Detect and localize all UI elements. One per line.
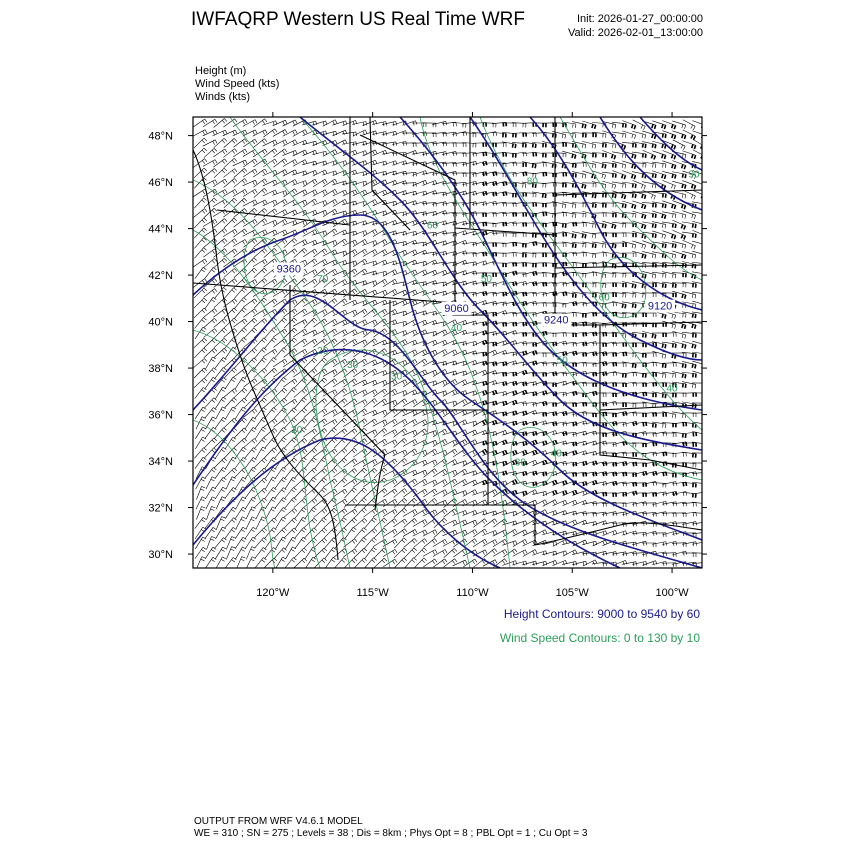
wind-contour-label: 60 [426, 220, 439, 232]
lon-tick-label: 115°W [356, 587, 389, 599]
wind-contour-label: 20 [317, 346, 329, 358]
lat-tick-label: 40°N [148, 316, 173, 329]
lat-tick-label: 32°N [148, 502, 173, 515]
valid-time: Valid: 2026-02-01_13:00:00 [568, 27, 703, 39]
lon-tick-label: 110°W [456, 587, 489, 599]
lat-tick-label: 38°N [148, 363, 173, 376]
wind-contour-label: 30 [514, 457, 526, 469]
wind-contour-label: 40 [550, 448, 562, 460]
field-wind-speed-label: Wind Speed (kts) [195, 78, 280, 90]
height-contour-label: 9060 [444, 302, 469, 315]
lon-tick-label: 105°W [555, 587, 589, 599]
height-contour-label: 9360 [276, 263, 302, 276]
lat-tick-label: 48°N [148, 130, 173, 143]
lat-tick-label: 30°N [148, 549, 173, 562]
wind-contour-label: 80 [526, 176, 538, 188]
wind-contour-legend: Wind Speed Contours: 0 to 130 by 10 [499, 631, 700, 645]
wind-contour-label: 30 [391, 371, 403, 383]
wind-contour-label: 60 [598, 292, 610, 304]
height-contour-label: 9240 [544, 314, 569, 327]
lat-tick-label: 42°N [148, 270, 173, 283]
wind-contour-label: 90 [688, 169, 700, 181]
lat-tick-label: 44°N [148, 223, 173, 236]
wind-contour-label: 70 [317, 274, 329, 286]
wind-contour-label: 50 [556, 355, 568, 367]
height-contour-legend: Height Contours: 9000 to 9540 by 60 [503, 607, 700, 621]
map-title: IWFAQRP Western US Real Time WRF [191, 9, 525, 30]
field-height-label: Height (m) [195, 65, 247, 77]
model-config-line: WE = 310 ; SN = 275 ; Levels = 38 ; Dis = 8km ; Phys Opt = 8 ; PBL Opt = 1 ; Cu Opt = 3 [194, 828, 588, 839]
lat-tick-label: 34°N [148, 456, 173, 469]
wind-contour-label: 20 [291, 425, 303, 437]
field-winds-label: Winds (kts) [195, 91, 250, 103]
wind-contour-label: 40 [666, 383, 678, 395]
lon-tick-label: 100°W [655, 587, 689, 599]
model-info-line: OUTPUT FROM WRF V4.6.1 MODEL [194, 816, 363, 827]
lat-tick-label: 46°N [148, 177, 173, 190]
wind-contour-label: 40 [450, 322, 463, 334]
height-contour-label: 9120 [647, 300, 673, 313]
wind-contour-label: 50 [480, 274, 492, 286]
wind-contour-label: 30 [347, 360, 359, 372]
lat-tick-label: 36°N [148, 409, 173, 422]
lon-tick-label: 120°W [256, 587, 290, 599]
init-time: Init: 2026-01-27_00:00:00 [577, 13, 703, 25]
